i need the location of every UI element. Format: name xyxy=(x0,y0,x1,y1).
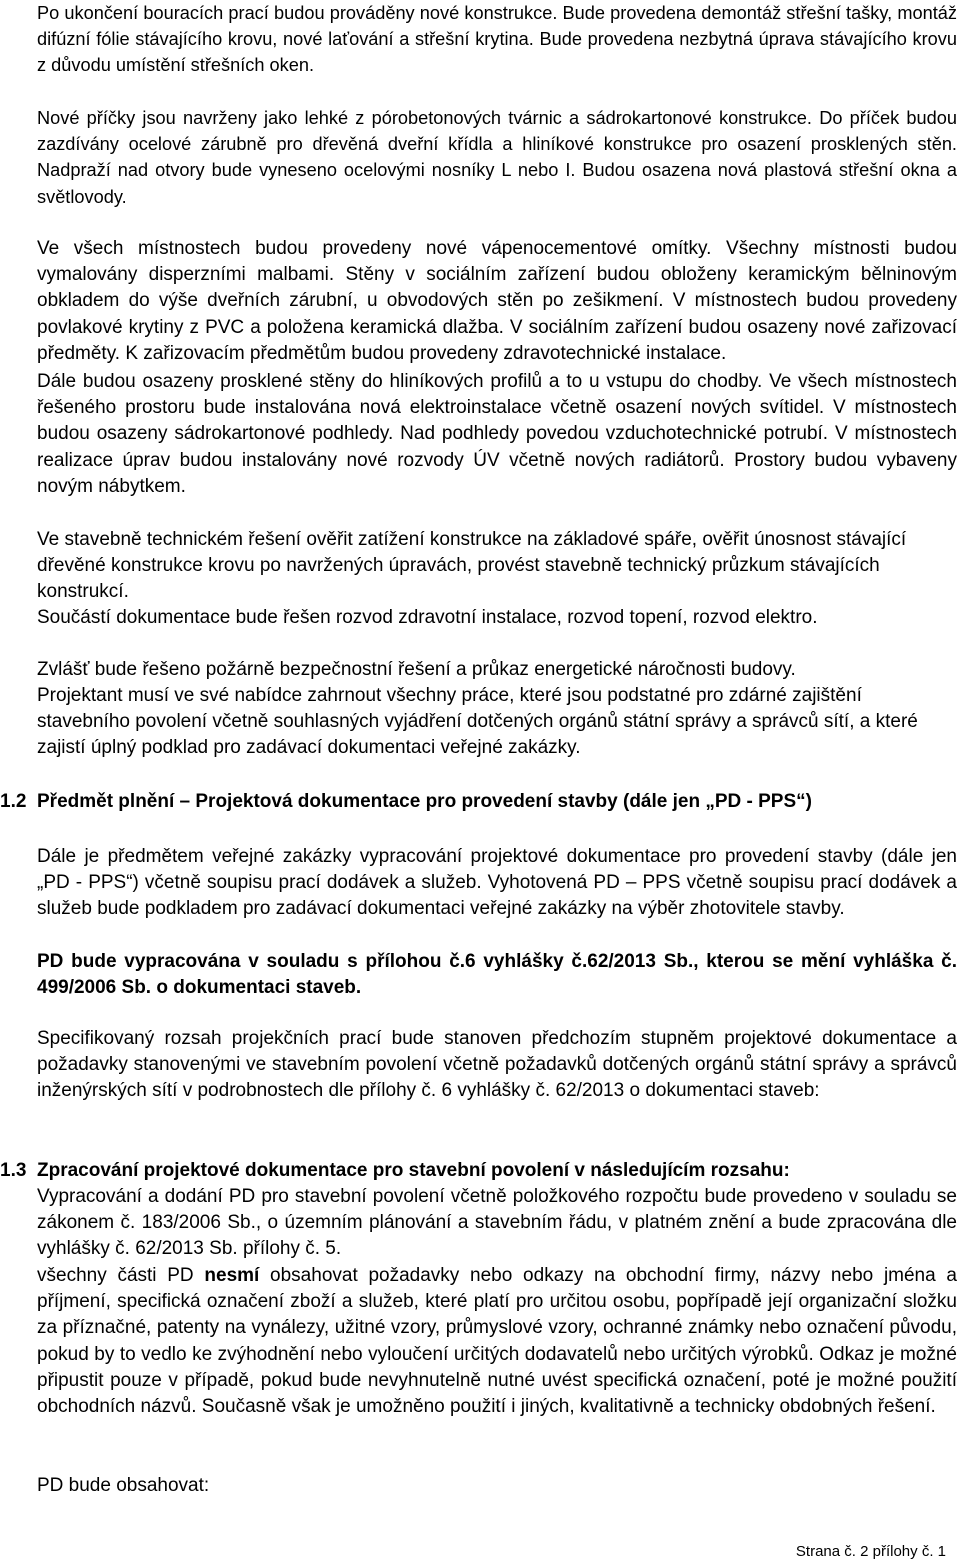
section-1-3-contents-intro: PD bude obsahovat: xyxy=(37,1475,210,1496)
section-heading-1-3 xyxy=(0,1158,957,1184)
section-1-3-paragraph: Vypracování a dodání PD pro stavební povolení včetně položkového rozpočtu bude provedeno v souladu se zákonem č. 183/2006 Sb., o územním plánování a stavebním řádu, v platném znění a bude zpracována dle vyhlášky č. 62/2013 Sb. přílohy č. 5. xyxy=(37,1186,957,1260)
intro-paragraph-partitions: Nové příčky jsou navrženy jako lehké z pórobetonových tvárnic a sádrokartonové konstrukce. Do příček budou zazdívány ocelové zárubně pro dřevěná dveřní křídla a hliníkové konstrukce pro osazení prosklených stěn. Nadpraží nad otvory bude vyneseno ocelovými nosníky L nebo I. Budou osazena nová plastová střešní okna a světlovody. xyxy=(37,108,957,207)
restrictions-text-rest: obsahovat požadavky nebo odkazy na obchodní firmy, názvy nebo jména a příjmení, specifická označení zboží a služeb, které platí pro určitou osobu, popřípadě její organizační složku za příznačné, patenty na vynálezy, užitné vzory, průmyslové vzory, ochranné známky nebo označení původu, pokud by to vedlo ke zvýhodnění nebo vyloučení určitých dodavatelů nebo určitých výrobků. Odkaz je možné připustit pouze v případě, pokud bude nevyhnutelně nutné uvést specifická označení, poté je možné použití obchodních názvů. Současně však je umožněno použití i jiných, kvalitativně a technicky obdobných řešení. xyxy=(37,1265,957,1418)
section-number: 1.3 xyxy=(0,1160,27,1181)
intro-paragraph-structural: Ve stavebně technickém řešení ověřit zatížení konstrukce na základové spáře, ověřit únosnost stávající dřevěné konstrukce krovu po navržených úpravách, provést stavebně technický průzkum stávajících konstrukcí. xyxy=(37,529,907,603)
intro-paragraph-finishes: Ve všech místnostech budou provedeny nové vápenocementové omítky. Všechny místnosti budou vymalovány disperzními malbami. Stěny v sociálním zařízení budou obloženy keramickým bělninovým obkladem do výše dveřních zárubní, u obvodových stěn po zešikmení. V místnostech budou provedeny povlakové krytiny z PVC a položena keramická dlažba. V sociálním zařízení budou osazeny nové zařizovací předměty. K zařizovacím předmětům budou provedeny zdravotechnické instalace. xyxy=(37,238,957,364)
section-title: Předmět plnění – Projektová dokumentace pro provedení stavby (dále jen „PD - PPS“) xyxy=(37,791,812,812)
restrictions-emphasis: nesmí xyxy=(204,1265,260,1286)
intro-paragraph-installations: Dále budou osazeny prosklené stěny do hliníkových profilů a to u vstupu do chodby. Ve všech místnostech řešeného prostoru bude instalována nová elektroinstalace včetně osazení nových svítidel. V místnostech budou osazeny sádrokartonové podhledy. Nad podhledy povedou vzduchotechnické potrubí. V místnostech realizace úprav budou instalovány nové rozvody ÚV včetně nových radiátorů. Prostory budou vybaveny novým nábytkem. xyxy=(37,371,957,497)
section-1-2-specification: Specifikovaný rozsah projekčních prací bude stanoven předchozím stupněm projektové dokumentace a požadavky stanovenými ve stavebním povolení včetně požadavků dotčených orgánů státní správy a správců inženýrských sítí v podrobnostech dle přílohy č. 6 vyhlášky č. 62/2013 o dokumentaci staveb: xyxy=(37,1028,957,1102)
intro-paragraph-roof: Po ukončení bouracích prací budou prováděny nové konstrukce. Bude provedena demontáž střešní tašky, montáž difúzní fólie stávajícího krovu, nové laťování a střešní krytina. Bude provedena nezbytná úprava stávajícího krovu z důvodu umístění střešních oken. xyxy=(37,3,957,76)
section-title: Zpracování projektové dokumentace pro stavební povolení v následujícím rozsahu: xyxy=(37,1160,790,1181)
restrictions-text-start: všechny části PD xyxy=(37,1265,205,1286)
page-number-footer: Strana č. 2 přílohy č. 1 xyxy=(795,1543,946,1560)
section-heading-1-2 xyxy=(0,789,957,815)
intro-paragraph-scope: Projektant musí ve své nabídce zahrnout všechny práce, které jsou podstatné pro zdárné zajištění stavebního povolení včetně souhlasných vyjádření dotčených orgánů státní správy a správců sítí, a které zajistí úplný podklad pro zadávací dokumentaci veřejné zakázky. xyxy=(37,685,918,759)
section-1-2-legal-requirement: PD bude vypracována v souladu s přílohou č.6 vyhlášky č.62/2013 Sb., kterou se mění vyhláška č. 499/2006 Sb. o dokumentaci staveb. xyxy=(37,951,957,999)
intro-paragraph-fire-safety: Zvlášť bude řešeno požárně bezpečnostní řešení a průkaz energetické náročnosti budovy. xyxy=(37,659,796,680)
section-1-3-restrictions xyxy=(37,1263,957,1420)
intro-paragraph-utilities: Součástí dokumentace bude řešen rozvod zdravotní instalace, rozvod topení, rozvod elektro. xyxy=(37,607,818,628)
section-number: 1.2 xyxy=(0,791,27,812)
section-1-2-paragraph: Dále je předmětem veřejné zakázky vypracování projektové dokumentace pro provedení stavby (dále jen „PD - PPS“) včetně soupisu prací dodávek a služeb. Vyhotovená PD – PPS včetně soupisu prací dodávek a služeb bude podkladem pro zadávací dokumentaci veřejné zakázky na výběr zhotovitele stavby. xyxy=(37,846,957,920)
